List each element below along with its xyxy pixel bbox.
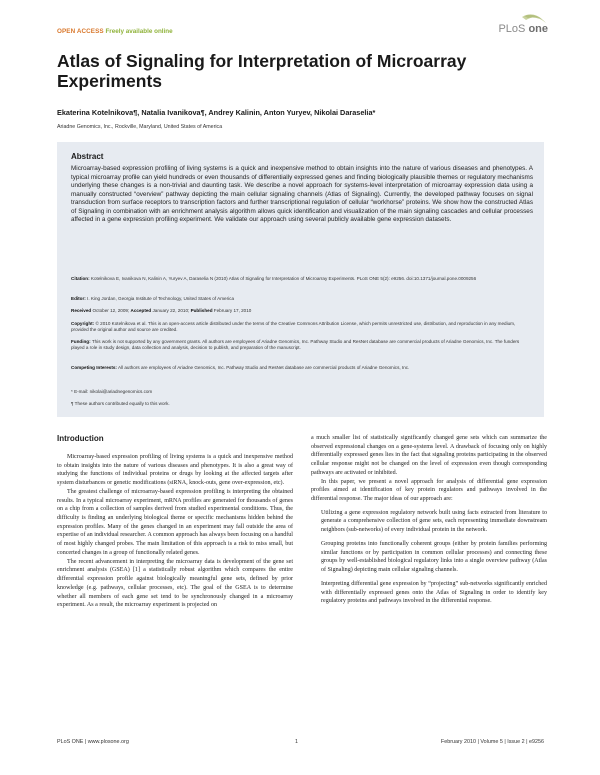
- left-column: [57, 434, 293, 610]
- page-number: 1: [295, 739, 298, 745]
- editor-line: Editor: I. King Jordan, Georgia Institute of Technology, United States of America: [71, 296, 235, 301]
- right-column: [311, 434, 547, 606]
- freely-available-label: Freely available online: [105, 28, 173, 35]
- copyright-line: Copyright: © 2010 Kotelnikova et al. This is an open-access article distributed under the terms of the Creative Commons Attribution License, which permits unrestricted use, distribution, and reproduction in any medium, provided the original author and source are credited.: [71, 321, 516, 332]
- logo-brand: PLoS: [498, 23, 526, 35]
- introduction-heading: Introduction: [57, 434, 104, 443]
- open-access-label: OPEN ACCESS: [57, 28, 104, 35]
- article-title: Atlas of Signaling for Interpretation of Microarray Experiments: [57, 51, 467, 91]
- author-list: Ekaterina Kotelnikova¶, Natalia Ivanikova¶, Andrey Kalinin, Anton Yuryev, Nikolai Daraselia*: [57, 108, 376, 117]
- intro-paragraph-5: In this paper, we present a novel approach for analysis of differential gene expression profiles aimed at identification of key protein regulators and pathways involved in the differential response. The major ideas of our approach are:: [311, 478, 547, 503]
- abstract-heading: Abstract: [71, 152, 104, 161]
- abstract-text: Microarray-based expression profiling of living systems is a quick and inexpensive method to obtain insights into the nature of various diseases and phenotypes. A typical microarray profile can yield hundreds or even thousands of differentially expressed genes and finding biologically plausible themes or regulatory mechanisms underlying these changes is a non-trivial and daunting task. We describe a novel approach for systems-level interpretation of microarray expression data using a manually constructed “overview” pathway depicting the main cellular signaling channels (Atlas of Signaling). Currently, the developed pathway focuses on signal transduction from surface receptors to transcription factors and further transcriptional regulation of cellular “workhorse” proteins. We show how the constructed Atlas of Signaling in combination with an enrichment analysis algorithm allows quick identification and visualization of the main signaling cascades and cellular processes affected in a gene expression profiling experiment. We validate our approach using several publicly available gene expression datasets.: [71, 165, 533, 224]
- footer-journal: PLoS ONE | www.plosone.org: [57, 739, 129, 745]
- intro-paragraph-3: The recent advancement in interpreting the microarray data is development of the gene set enrichment analysis (GSEA) [1] a statistically robust algorithm which compares the entire differential expression profile against biologically meaningful gene sets, defined by prior knowledge (e.g. pathways, cellular processes, etc). The goal of the GSEA is to determine whether all members of each gene set tend to be synchronously changed in a microarray experiment. As a result, the microarray experiment is projected on: [57, 558, 293, 609]
- funding-line: Funding: This work is not supported by any government grants. All authors are employees of Ariadne Genomics, Inc. Pathway Studio and ResNet database are commercial products of Ariadne Genomics, Inc. The funders played a role in study design, data collection and analysis, decision to publish, and preparation of the manuscript.: [71, 339, 520, 350]
- abstract-box: [57, 142, 544, 417]
- journal-logo-text: [498, 23, 548, 35]
- email-line: * E-mail: nikolai@ariadnegenomics.com: [71, 389, 153, 394]
- affiliation: Ariadne Genomics, Inc., Rockville, Maryland, United States of America: [57, 124, 223, 130]
- approach-item-1: Utilizing a gene expression regulatory network built using facts extracted from literature to generate a comprehensive collection of gene sets, each representing immediate downstream neighbors (sub-networks) of every individual protein in the network.: [321, 509, 547, 534]
- footer-issue: February 2010 | Volume 5 | Issue 2 | e9256: [440, 739, 544, 745]
- equal-contribution-line: ¶ These authors contributed equally to this work.: [71, 401, 170, 406]
- logo-one: one: [528, 23, 548, 35]
- dates-line: Received October 12, 2009; Accepted January 22, 2010; Published February 17, 2010: [71, 308, 252, 313]
- citation-line: Citation: Kotelnikova E, Ivanikova N, Kalinin A, Yuryev A, Daraselia N (2010) Atlas of Signaling for Interpretation of Microarray Experiments. PLoS ONE 5(2): e9256. doi:10.1371/journal.pone.0009256: [71, 276, 477, 281]
- intro-paragraph-1: Microarray-based expression profiling of living systems is a quick and inexpensive method to obtain insights into the nature of various diseases and phenotypes. It is also a great way of studying the functions of individual proteins or drugs by looking at the affected targets after system disturbances or genetic modifications (siRNA, knock-outs, gene over-expression, etc).: [57, 454, 293, 487]
- approach-item-3: Interpreting differential gene expression by “projecting” sub-networks significantly enriched with differentially expressed genes onto the Atlas of Signaling in order to identify key regulatory proteins and pathways involved in the differential response.: [321, 580, 547, 605]
- open-access-banner: [57, 28, 173, 35]
- competing-interests-line: Competing Interests: All authors are employees of Ariadne Genomics, Inc. Pathway Studio and ResNet database are commercial products of Ariadne Genomics, Inc.: [71, 365, 410, 370]
- approach-item-2: Grouping proteins into functionally coherent groups (either by protein families performing similar functions or by participation in common cellular processes) and connecting these groups by well-established biological regulatory links into a single overview pathway (Atlas of Signaling) depicting main cellular signaling channels.: [321, 540, 547, 574]
- intro-paragraph-2: The greatest challenge of microarray-based expression profiling is interpreting the obtained results. In a typical microarray experiment, mRNA profiles are generated for thousands of genes on a chip from a collection of samples derived from studied experimental conditions. Thus, the difficulty is finding an underlying biological theme or specific mechanisms hidden behind the expression profiles. Many of the genes changed in an experiment may fall outside the area of expertise of an individual researcher. A common approach has always been focusing on a handful of most highly changed probes. The main limitation of this approach is a risk to miss small, but concerted changes in a group of functionally related genes.: [57, 488, 293, 556]
- intro-paragraph-4: a much smaller list of statistically significantly changed gene sets which can summarize the observed expressional changes on a gene-systems level. A drawback of focusing only on highly differentially expressed genes lies in the fact that signaling proteins participating in the observed cellular response might not be changed on the level of expression even though corresponding pathways are activated or inhibited.: [311, 435, 547, 476]
